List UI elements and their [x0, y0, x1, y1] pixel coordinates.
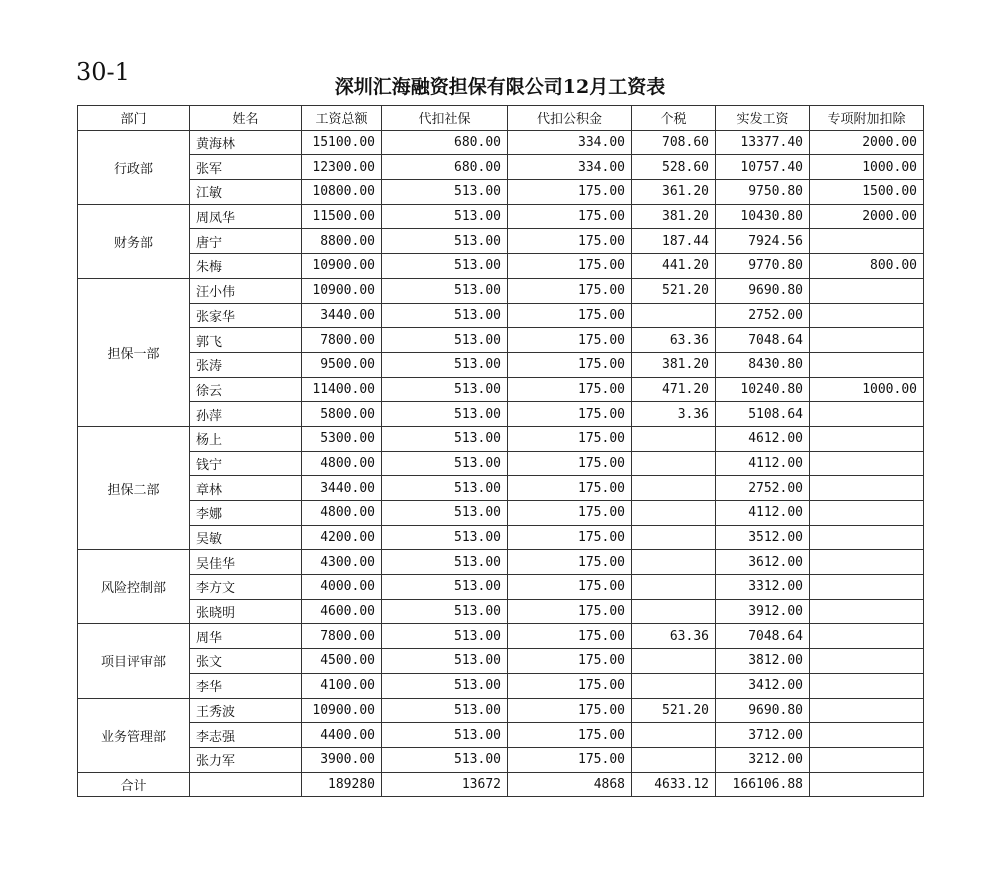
net-cell: 3912.00 — [716, 599, 810, 624]
tax-cell — [632, 723, 716, 748]
fund-cell: 175.00 — [508, 402, 632, 427]
table-row — [78, 278, 924, 303]
table-row — [78, 649, 924, 674]
employee-name-cell: 张晓明 — [190, 599, 302, 624]
social-cell: 513.00 — [382, 599, 508, 624]
net-cell: 3712.00 — [716, 723, 810, 748]
tax-cell: 381.20 — [632, 352, 716, 377]
table-row — [78, 599, 924, 624]
department-cell: 风险控制部 — [78, 550, 190, 624]
table-row — [78, 723, 924, 748]
social-cell: 513.00 — [382, 575, 508, 600]
net-cell: 9750.80 — [716, 180, 810, 205]
table-row — [78, 254, 924, 279]
tax-cell: 187.44 — [632, 229, 716, 254]
gross-cell: 7800.00 — [302, 624, 382, 649]
social-cell: 513.00 — [382, 303, 508, 328]
tax-cell — [632, 575, 716, 600]
social-cell: 513.00 — [382, 624, 508, 649]
page-code: 30-1 — [76, 58, 130, 86]
column-header: 代扣公积金 — [508, 106, 632, 131]
net-cell: 10757.40 — [716, 155, 810, 180]
social-cell: 513.00 — [382, 254, 508, 279]
social-cell: 513.00 — [382, 402, 508, 427]
gross-cell: 3900.00 — [302, 747, 382, 772]
gross-cell: 10900.00 — [302, 698, 382, 723]
fund-cell: 175.00 — [508, 426, 632, 451]
social-cell: 513.00 — [382, 673, 508, 698]
column-header: 部门 — [78, 106, 190, 131]
social-cell: 513.00 — [382, 649, 508, 674]
special-cell — [810, 476, 924, 501]
employee-name-cell: 王秀波 — [190, 698, 302, 723]
gross-cell: 3440.00 — [302, 303, 382, 328]
employee-name-cell: 唐宁 — [190, 229, 302, 254]
header-row — [78, 106, 924, 131]
tax-cell — [632, 599, 716, 624]
table-row — [78, 180, 924, 205]
employee-name-cell: 张力军 — [190, 747, 302, 772]
special-cell — [810, 426, 924, 451]
total-gross-cell: 189280 — [302, 772, 382, 797]
social-cell: 513.00 — [382, 525, 508, 550]
employee-name-cell: 钱宁 — [190, 451, 302, 476]
special-cell — [810, 575, 924, 600]
employee-name-cell: 朱梅 — [190, 254, 302, 279]
salary-table — [77, 105, 924, 797]
social-cell: 513.00 — [382, 229, 508, 254]
gross-cell: 4200.00 — [302, 525, 382, 550]
column-header: 专项附加扣除 — [810, 106, 924, 131]
net-cell: 7048.64 — [716, 624, 810, 649]
department-cell: 业务管理部 — [78, 698, 190, 772]
special-cell — [810, 624, 924, 649]
total-fund-cell: 4868 — [508, 772, 632, 797]
special-cell — [810, 451, 924, 476]
special-cell — [810, 599, 924, 624]
table-row — [78, 698, 924, 723]
department-cell: 财务部 — [78, 204, 190, 278]
document-title: 深圳汇海融资担保有限公司12月工资表 — [334, 76, 666, 98]
gross-cell: 4500.00 — [302, 649, 382, 674]
tax-cell — [632, 747, 716, 772]
special-cell — [810, 649, 924, 674]
column-header: 代扣社保 — [382, 106, 508, 131]
tax-cell — [632, 649, 716, 674]
fund-cell: 175.00 — [508, 525, 632, 550]
fund-cell: 175.00 — [508, 303, 632, 328]
net-cell: 4112.00 — [716, 501, 810, 526]
gross-cell: 5300.00 — [302, 426, 382, 451]
employee-name-cell: 张文 — [190, 649, 302, 674]
net-cell: 9690.80 — [716, 278, 810, 303]
employee-name-cell: 李华 — [190, 673, 302, 698]
tax-cell: 63.36 — [632, 624, 716, 649]
employee-name-cell: 江敏 — [190, 180, 302, 205]
gross-cell: 4800.00 — [302, 501, 382, 526]
special-cell — [810, 673, 924, 698]
gross-cell: 11500.00 — [302, 204, 382, 229]
fund-cell: 175.00 — [508, 278, 632, 303]
total-special-cell — [810, 772, 924, 797]
table-row — [78, 673, 924, 698]
fund-cell: 175.00 — [508, 229, 632, 254]
employee-name-cell: 周华 — [190, 624, 302, 649]
table-body — [78, 130, 924, 797]
employee-name-cell: 汪小伟 — [190, 278, 302, 303]
special-cell — [810, 278, 924, 303]
column-header: 实发工资 — [716, 106, 810, 131]
employee-name-cell: 李娜 — [190, 501, 302, 526]
tax-cell: 381.20 — [632, 204, 716, 229]
net-cell: 3512.00 — [716, 525, 810, 550]
fund-cell: 175.00 — [508, 575, 632, 600]
table-row — [78, 550, 924, 575]
social-cell: 513.00 — [382, 550, 508, 575]
tax-cell: 528.60 — [632, 155, 716, 180]
special-cell — [810, 402, 924, 427]
department-cell: 担保二部 — [78, 426, 190, 549]
employee-name-cell: 章林 — [190, 476, 302, 501]
total-row — [78, 772, 924, 797]
gross-cell: 10900.00 — [302, 254, 382, 279]
fund-cell: 175.00 — [508, 599, 632, 624]
gross-cell: 4600.00 — [302, 599, 382, 624]
special-cell — [810, 525, 924, 550]
special-cell: 1000.00 — [810, 155, 924, 180]
social-cell: 513.00 — [382, 278, 508, 303]
employee-name-cell: 杨上 — [190, 426, 302, 451]
tax-cell — [632, 303, 716, 328]
gross-cell: 4100.00 — [302, 673, 382, 698]
fund-cell: 175.00 — [508, 451, 632, 476]
net-cell: 2752.00 — [716, 476, 810, 501]
tax-cell: 63.36 — [632, 328, 716, 353]
gross-cell: 10800.00 — [302, 180, 382, 205]
table-row — [78, 501, 924, 526]
table-row — [78, 328, 924, 353]
social-cell: 513.00 — [382, 352, 508, 377]
social-cell: 680.00 — [382, 155, 508, 180]
tax-cell — [632, 525, 716, 550]
net-cell: 9770.80 — [716, 254, 810, 279]
social-cell: 513.00 — [382, 747, 508, 772]
fund-cell: 334.00 — [508, 130, 632, 155]
department-cell: 行政部 — [78, 130, 190, 204]
social-cell: 513.00 — [382, 328, 508, 353]
special-cell — [810, 328, 924, 353]
net-cell: 2752.00 — [716, 303, 810, 328]
gross-cell: 4300.00 — [302, 550, 382, 575]
special-cell: 2000.00 — [810, 130, 924, 155]
gross-cell: 4400.00 — [302, 723, 382, 748]
special-cell: 2000.00 — [810, 204, 924, 229]
fund-cell: 175.00 — [508, 673, 632, 698]
net-cell: 3812.00 — [716, 649, 810, 674]
table-row — [78, 229, 924, 254]
employee-name-cell: 李志强 — [190, 723, 302, 748]
tax-cell: 708.60 — [632, 130, 716, 155]
net-cell: 10430.80 — [716, 204, 810, 229]
total-social-cell: 13672 — [382, 772, 508, 797]
net-cell: 5108.64 — [716, 402, 810, 427]
social-cell: 513.00 — [382, 204, 508, 229]
table-row — [78, 575, 924, 600]
net-cell: 4112.00 — [716, 451, 810, 476]
fund-cell: 175.00 — [508, 328, 632, 353]
gross-cell: 3440.00 — [302, 476, 382, 501]
fund-cell: 175.00 — [508, 352, 632, 377]
total-tax-cell: 4633.12 — [632, 772, 716, 797]
fund-cell: 175.00 — [508, 747, 632, 772]
net-cell: 3312.00 — [716, 575, 810, 600]
table-row — [78, 155, 924, 180]
fund-cell: 175.00 — [508, 501, 632, 526]
employee-name-cell: 黄海林 — [190, 130, 302, 155]
net-cell: 9690.80 — [716, 698, 810, 723]
gross-cell: 5800.00 — [302, 402, 382, 427]
employee-name-cell: 徐云 — [190, 377, 302, 402]
table-row — [78, 476, 924, 501]
special-cell — [810, 352, 924, 377]
special-cell — [810, 501, 924, 526]
department-cell: 担保一部 — [78, 278, 190, 426]
table-row — [78, 525, 924, 550]
special-cell: 1000.00 — [810, 377, 924, 402]
tax-cell — [632, 451, 716, 476]
table-row — [78, 426, 924, 451]
employee-name-cell: 周凤华 — [190, 204, 302, 229]
table-row — [78, 352, 924, 377]
fund-cell: 334.00 — [508, 155, 632, 180]
social-cell: 513.00 — [382, 501, 508, 526]
net-cell: 7048.64 — [716, 328, 810, 353]
tax-cell — [632, 476, 716, 501]
fund-cell: 175.00 — [508, 698, 632, 723]
gross-cell: 11400.00 — [302, 377, 382, 402]
table-row — [78, 377, 924, 402]
table-row — [78, 451, 924, 476]
table-row — [78, 130, 924, 155]
special-cell: 1500.00 — [810, 180, 924, 205]
net-cell: 3212.00 — [716, 747, 810, 772]
gross-cell: 7800.00 — [302, 328, 382, 353]
employee-name-cell: 孙萍 — [190, 402, 302, 427]
fund-cell: 175.00 — [508, 180, 632, 205]
social-cell: 513.00 — [382, 723, 508, 748]
table-row — [78, 747, 924, 772]
gross-cell: 9500.00 — [302, 352, 382, 377]
table-row — [78, 204, 924, 229]
special-cell — [810, 229, 924, 254]
tax-cell — [632, 426, 716, 451]
tax-cell: 3.36 — [632, 402, 716, 427]
social-cell: 680.00 — [382, 130, 508, 155]
tax-cell — [632, 550, 716, 575]
net-cell: 3612.00 — [716, 550, 810, 575]
net-cell: 7924.56 — [716, 229, 810, 254]
fund-cell: 175.00 — [508, 254, 632, 279]
fund-cell: 175.00 — [508, 624, 632, 649]
fund-cell: 175.00 — [508, 723, 632, 748]
special-cell — [810, 723, 924, 748]
employee-name-cell: 张家华 — [190, 303, 302, 328]
fund-cell: 175.00 — [508, 476, 632, 501]
net-cell: 3412.00 — [716, 673, 810, 698]
gross-cell: 12300.00 — [302, 155, 382, 180]
table-row — [78, 402, 924, 427]
tax-cell — [632, 501, 716, 526]
gross-cell: 8800.00 — [302, 229, 382, 254]
gross-cell: 15100.00 — [302, 130, 382, 155]
employee-name-cell: 吴敏 — [190, 525, 302, 550]
table-row — [78, 624, 924, 649]
table-row — [78, 303, 924, 328]
gross-cell: 4000.00 — [302, 575, 382, 600]
column-header: 工资总额 — [302, 106, 382, 131]
fund-cell: 175.00 — [508, 377, 632, 402]
employee-name-cell: 李方文 — [190, 575, 302, 600]
employee-name-cell: 张军 — [190, 155, 302, 180]
tax-cell: 441.20 — [632, 254, 716, 279]
gross-cell: 4800.00 — [302, 451, 382, 476]
special-cell — [810, 303, 924, 328]
special-cell — [810, 747, 924, 772]
total-name-cell — [190, 772, 302, 797]
column-header: 姓名 — [190, 106, 302, 131]
special-cell: 800.00 — [810, 254, 924, 279]
social-cell: 513.00 — [382, 476, 508, 501]
fund-cell: 175.00 — [508, 649, 632, 674]
tax-cell — [632, 673, 716, 698]
column-header: 个税 — [632, 106, 716, 131]
total-label-cell: 合计 — [78, 772, 190, 797]
net-cell: 13377.40 — [716, 130, 810, 155]
gross-cell: 10900.00 — [302, 278, 382, 303]
total-net-cell: 166106.88 — [716, 772, 810, 797]
special-cell — [810, 550, 924, 575]
tax-cell: 471.20 — [632, 377, 716, 402]
social-cell: 513.00 — [382, 426, 508, 451]
net-cell: 10240.80 — [716, 377, 810, 402]
fund-cell: 175.00 — [508, 550, 632, 575]
tax-cell: 521.20 — [632, 278, 716, 303]
net-cell: 8430.80 — [716, 352, 810, 377]
social-cell: 513.00 — [382, 698, 508, 723]
social-cell: 513.00 — [382, 451, 508, 476]
social-cell: 513.00 — [382, 377, 508, 402]
fund-cell: 175.00 — [508, 204, 632, 229]
tax-cell: 521.20 — [632, 698, 716, 723]
net-cell: 4612.00 — [716, 426, 810, 451]
social-cell: 513.00 — [382, 180, 508, 205]
employee-name-cell: 郭飞 — [190, 328, 302, 353]
employee-name-cell: 吴佳华 — [190, 550, 302, 575]
department-cell: 项目评审部 — [78, 624, 190, 698]
tax-cell: 361.20 — [632, 180, 716, 205]
special-cell — [810, 698, 924, 723]
employee-name-cell: 张涛 — [190, 352, 302, 377]
